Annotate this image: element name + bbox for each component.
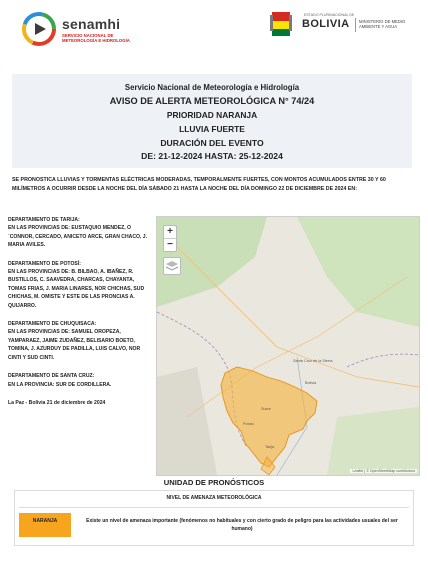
bolivia-wordmark: BOLIVIA <box>302 18 350 30</box>
senamhi-subtitle: SERVICIO NACIONAL DE METEOROLOGÍA E HIDROLOGÍA <box>62 33 130 43</box>
table-divider <box>19 507 409 508</box>
map-label-santa-cruz: Santa Cruz de la Sierra <box>293 359 333 363</box>
bolivia-shield-icon <box>270 10 292 38</box>
organization-name: Servicio Nacional de Meteorología e Hidrología <box>124 83 300 92</box>
header-divider <box>355 18 356 32</box>
forecast-text: SE PRONOSTICA LLUVIAS Y TORMENTAS ELÉCTRICAS MODERADAS, TEMPORALMENTE FUERTES, CON MONTOS ACUMULADOS ENTRE 30 Y 60 MILÍMETROS A OCURRIR DESDE LA NOCHE DEL DÍA SÁBADO 21 HASTA LA NOCHE DEL DÍA DOMINGO 22 DE DICIEMBRE DE 2024 EN: <box>12 177 386 192</box>
department-item <box>8 320 150 362</box>
department-provinces: EN LAS PROVINCIAS DE: SAMUEL OROPEZA, YAMPARAEZ, JAIME ZUDAÑEZ, BELISARIO BOETO, TOMINA, J. AZURDUY DE PADILLA, LUIS CALVO, NOR CINTI Y SUD CINTI. <box>8 329 141 361</box>
department-name: DEPARTAMENTO DE CHUQUISACA: <box>8 321 97 328</box>
zoom-out-button[interactable]: − <box>164 238 176 251</box>
senamhi-wordmark: senamhi <box>62 16 121 32</box>
threat-level-description: Existe un nivel de amenaza importante (fenómenos no habituales y con cierto grado de peligro para las actividades usuales del ser humano) <box>86 518 398 532</box>
threat-level-header: NIVEL DE AMENAZA METEOROLÓGICA <box>166 495 262 501</box>
layers-button[interactable] <box>163 257 181 275</box>
departments-list <box>8 216 150 407</box>
alert-title-block <box>12 74 412 170</box>
threat-level-table <box>14 490 414 546</box>
department-item <box>8 260 150 310</box>
duration-dates: DE: 21-12-2024 HASTA: 25-12-2024 <box>141 151 283 161</box>
department-name: DEPARTAMENTO DE SANTA CRUZ: <box>8 373 95 380</box>
header <box>0 0 428 66</box>
zoom-in-button[interactable]: + <box>167 226 173 237</box>
threat-level-color <box>19 513 71 537</box>
zoom-control <box>163 225 177 252</box>
map-canvas <box>157 217 419 475</box>
threat-level-name: NARANJA <box>32 518 58 524</box>
map-label-sucre: Sucre <box>261 407 271 411</box>
issue-date: La Paz - Bolivia 21 de diciembre de 2024 <box>8 399 106 406</box>
alert-map[interactable] <box>156 216 420 476</box>
map-label-tarija: Tarija <box>265 445 275 449</box>
unit-title: UNIDAD DE PRONÓSTICOS <box>163 478 265 487</box>
alert-phenomenon: LLUVIA FUERTE <box>179 124 245 134</box>
duration-label: DURACIÓN DEL EVENTO <box>160 138 264 148</box>
department-provinces: EN LAS PROVINCIAS DE: EUSTAQUIO MENDEZ, O´CONNOR, CERCADO, ANICETO ARCE, GRAN CHACO, J. MARIA AVILES. <box>8 225 148 249</box>
map-label-bolivia: Bolivia <box>305 381 317 385</box>
department-provinces: EN LAS PROVINCIAS DE: B. BILBAO, A. IBAÑEZ, R. BUSTILLOS, C. SAAVEDRA, CHARCAS, CHAYANTA, TOMAS FRIAS, J. MARIA LINARES, NOR CHICHAS, SUD CHICHAS, M. OMISTE Y ESTE DE LAS PRONCIAS A. QUIJARRO. <box>8 269 145 309</box>
alert-priority: PRIORIDAD NARANJA <box>166 110 258 120</box>
alert-number: AVISO DE ALERTA METEOROLÓGICA N° 74/24 <box>109 96 315 106</box>
bolivia-state-label: ESTADO PLURINACIONAL DE <box>304 13 355 17</box>
department-item <box>8 372 150 389</box>
map-label-potosi: Potosí <box>243 422 254 426</box>
senamhi-logo-icon <box>22 12 56 46</box>
department-name: DEPARTAMENTO DE POTOSÍ: <box>8 260 81 267</box>
department-name: DEPARTAMENTO DE TARIJA: <box>8 217 80 223</box>
department-item <box>8 216 150 250</box>
layers-icon <box>164 258 180 274</box>
ministry-label: MINISTERIO DE MEDIO AMBIENTE Y AGUA <box>359 19 406 29</box>
department-provinces: EN LA PROVINCIA: SUR DE CORDILLERA. <box>8 381 112 388</box>
map-attribution[interactable]: Leaflet | © OpenStreetMap contributors <box>352 469 415 473</box>
